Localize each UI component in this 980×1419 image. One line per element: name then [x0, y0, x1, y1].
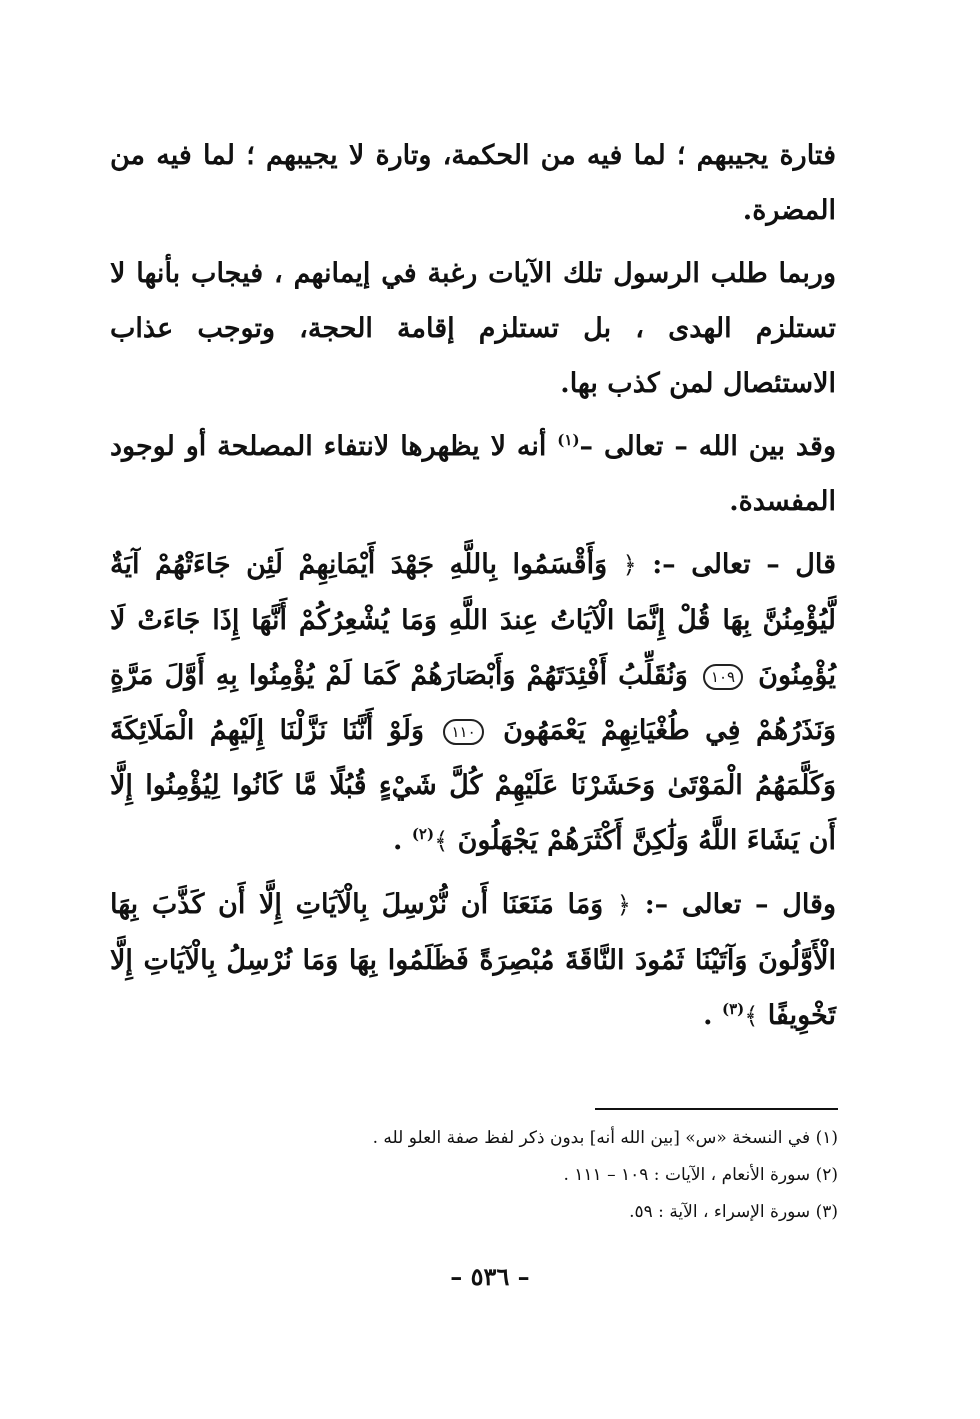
paragraph-2-text: وربما طلب الرسول تلك الآيات رغبة في إيمانهم ، فيجاب بأنها لا تستلزم الهدى ، بل تستلزم إقامة الحجة، وتوجب عذاب الاستئصال لمن كذب بها.: [110, 258, 836, 399]
paragraph-3: [110, 419, 836, 529]
verse-number-109: ١٠٩: [703, 664, 743, 690]
page-number: – ٥٣٦ –: [450, 1262, 530, 1291]
quran-verse-isra-59: وَمَا مَنَعَنَا أَن نُّرْسِلَ بِالْآيَاتِ إِلَّا أَن كَذَّبَ بِهَا الْأَوَّلُونَ وَآتَيْنَا ثَمُودَ النَّاقَةَ مُبْصِرَةً فَظَلَمُوا بِهَا وَمَا نُرْسِلُ بِالْآيَاتِ إِلَّا تَخْوِيفًا: [110, 889, 836, 1031]
quran-close-bracket: ﴾: [434, 827, 449, 855]
paragraph-1: [110, 128, 836, 238]
paragraph-2: [110, 246, 836, 411]
paragraph-5: [110, 877, 836, 1044]
quran-verse-110: وَنُقَلِّبُ أَفْئِدَتَهُمْ وَأَبْصَارَهُمْ كَمَا لَمْ يُؤْمِنُوا بِهِ أَوَّلَ مَرَّةٍ وَنَذَرُهُمْ فِي طُغْيَانِهِمْ يَعْمَهُونَ: [110, 660, 837, 746]
footnotes: [300, 1120, 838, 1231]
footnote-ref-2[interactable]: (٢): [411, 825, 435, 843]
quran-open-bracket-2: ﴿: [616, 891, 631, 919]
footnote-ref-3[interactable]: (٣): [721, 1000, 745, 1018]
quran-verse-111: وَلَوْ أَنَّنَا نَزَّلْنَا إِلَيْهِمُ الْمَلَائِكَةَ وَكَلَّمَهُمُ الْمَوْتَىٰ وَحَشَرْنَا عَلَيْهِمْ كُلَّ شَيْءٍ قُبُلًا مَّا كَانُوا لِيُؤْمِنُوا إِلَّا أَن يَشَاءَ اللَّهُ وَلَٰكِنَّ أَكْثَرَهُمْ يَجْهَلُونَ: [110, 715, 836, 856]
footnote-divider: [595, 1108, 838, 1110]
paragraph-5-period: .: [703, 1000, 713, 1031]
quran-open-bracket: ﴿: [622, 551, 637, 579]
paragraph-5-intro: وقال – تعالى –:: [644, 889, 837, 920]
footnote-3: (٣) سورة الإسراء ، الآية : ٥٩.: [629, 1202, 838, 1222]
footnote-1: (١) في النسخة «س» [بين الله أنه] بدون ذكر لفظ صفة العلو لله .: [372, 1128, 838, 1148]
quran-close-bracket-2: ﴾: [744, 1002, 759, 1030]
footnote-2: (٢) سورة الأنعام ، الآيات : ١٠٩ – ١١١ .: [563, 1165, 838, 1185]
paragraph-1-text: فتارة يجيبهم ؛ لما فيه من الحكمة، وتارة لا يجيبهم ؛ لما فيه من المضرة.: [110, 140, 836, 226]
paragraph-4-period: .: [393, 825, 403, 856]
verse-number-110: ١١٠: [443, 719, 483, 745]
paragraph-3-text-start: وقد بين الله – تعالى –: [579, 431, 836, 462]
paragraph-4-intro: قال – تعالى –:: [652, 549, 836, 580]
quran-verse-109: وَأَقْسَمُوا بِاللَّهِ جَهْدَ أَيْمَانِهِمْ لَئِن جَاءَتْهُمْ آيَةٌ لَّيُؤْمِنُنَّ بِهَا قُلْ إِنَّمَا الْآيَاتُ عِندَ اللَّهِ وَمَا يُشْعِرُكُمْ أَنَّهَا إِذَا جَاءَتْ لَا يُؤْمِنُونَ: [110, 549, 836, 691]
main-text: [110, 128, 836, 1052]
paragraph-4: [110, 537, 836, 869]
paragraph-3-text-end: أنه لا يظهرها لانتفاء المصلحة أو لوجود المفسدة.: [110, 431, 836, 517]
footnote-ref-1[interactable]: (١): [557, 431, 580, 449]
